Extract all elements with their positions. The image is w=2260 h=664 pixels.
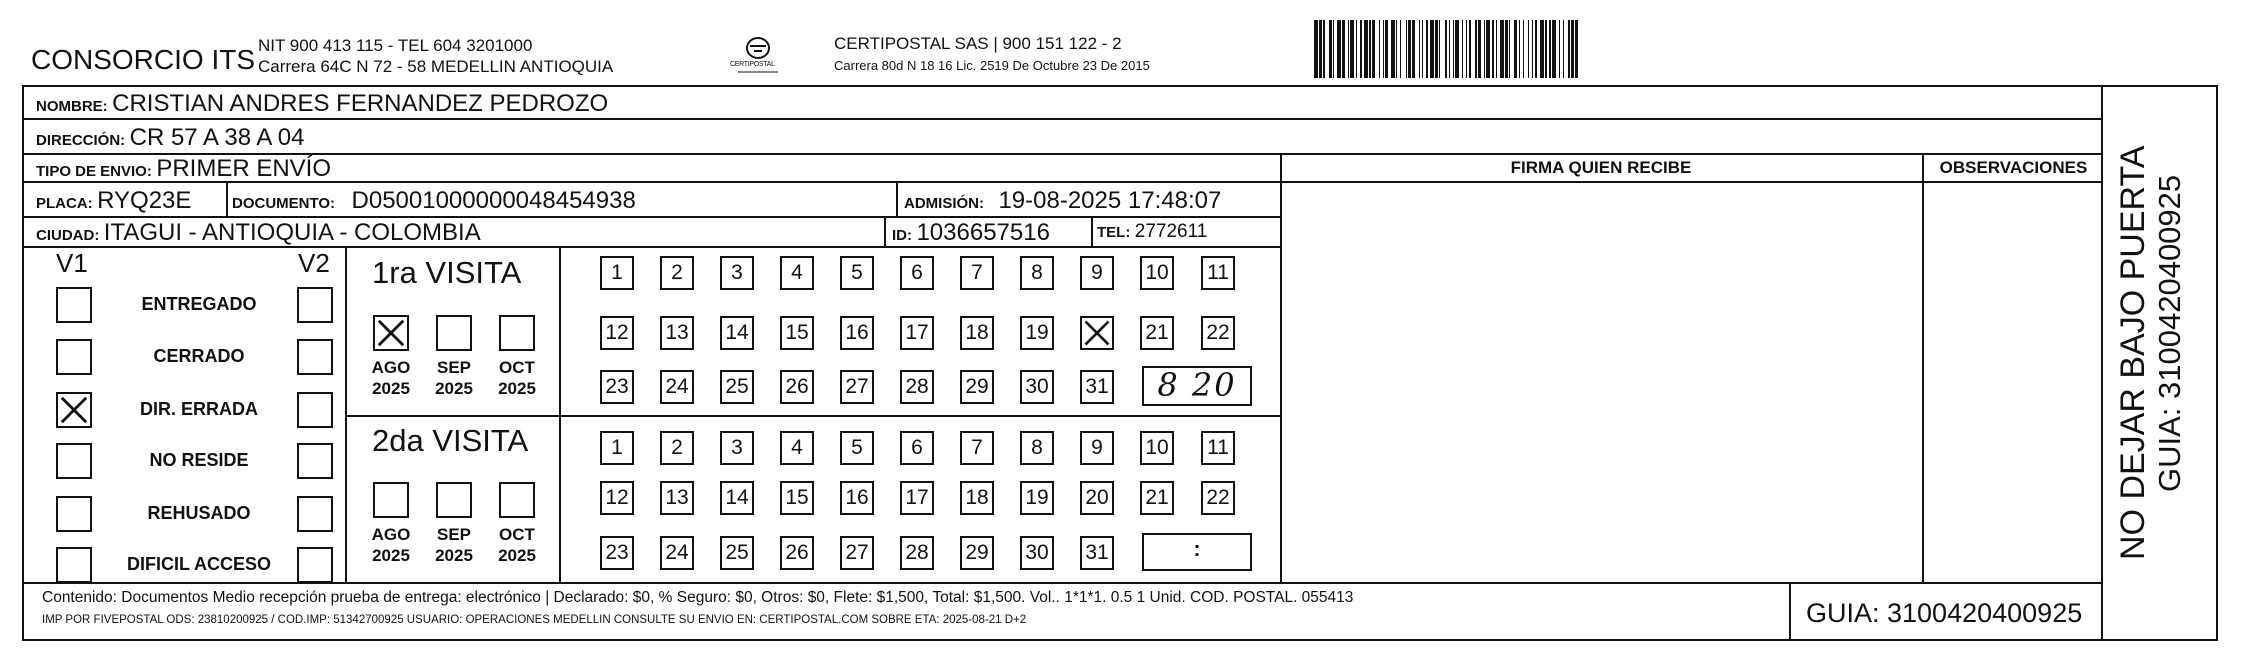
day-box[interactable]: 27 bbox=[840, 370, 874, 404]
day-box[interactable]: 30 bbox=[1020, 536, 1054, 570]
day-box[interactable]: 29 bbox=[960, 370, 994, 404]
day-box[interactable]: 24 bbox=[660, 370, 694, 404]
line-doc-admision bbox=[896, 181, 898, 216]
observaciones-area bbox=[1926, 185, 2101, 580]
day-box[interactable]: 23 bbox=[600, 536, 634, 570]
day-box[interactable]: 26 bbox=[780, 370, 814, 404]
month-checkbox[interactable] bbox=[373, 482, 409, 518]
documento-field bbox=[232, 187, 636, 215]
day-box[interactable]: 1 bbox=[600, 256, 634, 290]
day-box[interactable]: 27 bbox=[840, 536, 874, 570]
day-box[interactable]: 31 bbox=[1080, 536, 1114, 570]
line-sig-header-bottom bbox=[1280, 181, 2103, 183]
day-box[interactable]: 8 bbox=[1020, 256, 1054, 290]
line-placa-doc bbox=[226, 181, 228, 216]
line-id-tel bbox=[1091, 216, 1093, 246]
day-box[interactable]: 24 bbox=[660, 536, 694, 570]
v1-checkbox[interactable] bbox=[56, 547, 92, 583]
v2-checkbox[interactable] bbox=[297, 496, 333, 532]
nombre-field bbox=[36, 90, 608, 118]
day-box[interactable]: 12 bbox=[600, 316, 634, 350]
id-label: ID: bbox=[892, 227, 912, 244]
day-box[interactable]: 14 bbox=[720, 481, 754, 515]
month-label: OCT 2025 bbox=[498, 358, 536, 398]
day-box[interactable]: 3 bbox=[720, 431, 754, 465]
day-box[interactable]: 10 bbox=[1140, 431, 1174, 465]
month-label: OCT 2025 bbox=[498, 525, 536, 565]
condition-label: DIR. ERRADA bbox=[139, 399, 258, 419]
certipostal-nit: CERTIPOSTAL SAS | 900 151 122 - 2 bbox=[834, 34, 1122, 53]
v2-label: V2 bbox=[298, 248, 330, 278]
id-field bbox=[892, 219, 1050, 247]
condition-label: DIFICIL ACCESO bbox=[126, 554, 271, 574]
condition-label: CERRADO bbox=[153, 346, 245, 366]
day-box[interactable]: 6 bbox=[900, 256, 934, 290]
v2-checkbox[interactable] bbox=[297, 339, 333, 375]
line-visit-days bbox=[559, 246, 561, 582]
placa-field bbox=[36, 187, 191, 215]
day-box[interactable]: 2 bbox=[660, 256, 694, 290]
day-box[interactable]: 17 bbox=[900, 316, 934, 350]
nombre-value: CRISTIAN ANDRES FERNANDEZ PEDROZO bbox=[112, 90, 609, 117]
day-box[interactable]: 20 bbox=[1080, 481, 1114, 515]
tel-field bbox=[1097, 221, 1207, 243]
placa-label: PLACA: bbox=[36, 195, 93, 212]
v2-checkbox[interactable] bbox=[297, 547, 333, 583]
day-box[interactable]: 21 bbox=[1140, 481, 1174, 515]
second-visit-time-box[interactable] bbox=[1142, 533, 1252, 571]
condition-label: REHUSADO bbox=[147, 503, 251, 523]
month-label: SEP 2025 bbox=[435, 525, 473, 565]
day-box[interactable]: 5 bbox=[840, 256, 874, 290]
day-box[interactable]: 1 bbox=[600, 431, 634, 465]
v2-checkbox[interactable] bbox=[297, 443, 333, 479]
company-nit-tel: NIT 900 413 115 - TEL 604 3201000 bbox=[258, 36, 533, 55]
day-box[interactable]: 4 bbox=[780, 256, 814, 290]
day-box[interactable]: 10 bbox=[1140, 256, 1174, 290]
logo-text: CERTIPOSTAL bbox=[730, 61, 775, 68]
signature-area bbox=[1284, 185, 1920, 580]
day-box[interactable]: 11 bbox=[1201, 431, 1235, 465]
company-address: Carrera 64C N 72 - 58 MEDELLIN ANTIOQUIA bbox=[258, 57, 614, 76]
line-visits-split bbox=[345, 415, 1280, 417]
day-box[interactable]: 16 bbox=[840, 481, 874, 515]
day-box[interactable]: 21 bbox=[1140, 316, 1174, 350]
certipostal-address: Carrera 80d N 18 16 Lic. 2519 De Octubre 23 De 2015 bbox=[834, 58, 1150, 73]
month-label: SEP 2025 bbox=[435, 358, 473, 398]
day-box[interactable]: 8 bbox=[1020, 431, 1054, 465]
line-direccion-bottom bbox=[22, 153, 2103, 155]
month-label: AGO 2025 bbox=[371, 358, 411, 398]
day-box[interactable]: 14 bbox=[720, 316, 754, 350]
day-box[interactable]: 22 bbox=[1201, 481, 1235, 515]
day-box[interactable]: 9 bbox=[1080, 431, 1114, 465]
day-box[interactable]: 28 bbox=[900, 370, 934, 404]
line-ciudad-id bbox=[884, 216, 886, 246]
footer-guia: GUIA: 3100420400925 bbox=[1806, 598, 2083, 628]
v1-checkbox[interactable] bbox=[56, 339, 92, 375]
day-box[interactable]: 6 bbox=[900, 431, 934, 465]
nombre-label: NOMBRE: bbox=[36, 98, 108, 115]
day-box[interactable]: 16 bbox=[840, 316, 874, 350]
footer-imp: IMP POR FIVEPOSTAL ODS: 23810200925 / COD.IMP: 51342700925 USUARIO: OPERACIONES MEDELLIN CONSULTE SU ENVIO EN: CERTIPOSTAL.COM SOBRE ETA: 2025-08-21 D+2 bbox=[42, 614, 1027, 626]
first-visit-time-box[interactable] bbox=[1142, 366, 1252, 406]
month-label: AGO 2025 bbox=[371, 525, 411, 565]
v1-checkbox[interactable] bbox=[56, 443, 92, 479]
day-box[interactable]: 29 bbox=[960, 536, 994, 570]
line-cond-visit bbox=[345, 246, 347, 582]
day-box[interactable]: 12 bbox=[600, 481, 634, 515]
barcode bbox=[1314, 20, 1582, 78]
day-box[interactable]: 18 bbox=[960, 481, 994, 515]
direccion-label: DIRECCIÓN: bbox=[36, 132, 126, 149]
day-box[interactable]: 25 bbox=[720, 536, 754, 570]
direccion-value: CR 57 A 38 A 04 bbox=[129, 124, 305, 151]
month-checkbox[interactable] bbox=[436, 315, 472, 351]
line-firma-left bbox=[1280, 153, 1282, 582]
day-box[interactable]: 13 bbox=[660, 316, 694, 350]
second-visit-time: : bbox=[1193, 538, 1201, 561]
ciudad-label: CIUDAD: bbox=[36, 227, 100, 244]
no-dejar-bajo-puerta: NO DEJAR BAJO PUERTA bbox=[2114, 145, 2152, 560]
day-box[interactable]: 7 bbox=[960, 431, 994, 465]
first-visit-title: 1ra VISITA bbox=[372, 255, 522, 290]
line-obs-left bbox=[1922, 153, 1924, 582]
placa-value: RYQ23E bbox=[97, 187, 192, 214]
day-box[interactable]: 4 bbox=[780, 431, 814, 465]
day-box[interactable]: 7 bbox=[960, 256, 994, 290]
second-visit-title: 2da VISITA bbox=[372, 423, 529, 458]
day-box[interactable]: 9 bbox=[1080, 256, 1114, 290]
day-box[interactable]: 17 bbox=[900, 481, 934, 515]
day-box[interactable]: 22 bbox=[1201, 316, 1235, 350]
line-footer-guia bbox=[1789, 582, 1791, 641]
id-value: 1036657516 bbox=[916, 219, 1050, 246]
day-box[interactable]: 5 bbox=[840, 431, 874, 465]
certipostal-logo bbox=[728, 34, 788, 84]
month-checkbox[interactable] bbox=[499, 315, 535, 351]
footer-contenido: Contenido: Documentos Medio recepción prueba de entrega: electrónico | Declarado: $0, % Seguro: $0, Otros: $0, Flete: $1,500, Total: $1,500. Vol.. 1*1*1. 0.5 1 Unid. COD. POSTAL. 055413 bbox=[42, 589, 1354, 606]
condition-label: NO RESIDE bbox=[149, 450, 249, 470]
company-name: CONSORCIO ITS bbox=[31, 44, 256, 75]
tel-value: 2772611 bbox=[1134, 221, 1208, 242]
day-box[interactable]: 3 bbox=[720, 256, 754, 290]
first-visit-time: 8 20 bbox=[1157, 366, 1237, 404]
certipostal-logo-icon bbox=[728, 34, 788, 84]
month-checkbox[interactable] bbox=[436, 482, 472, 518]
v1-checkbox[interactable] bbox=[56, 287, 92, 323]
month-checkbox[interactable] bbox=[373, 315, 409, 351]
day-box[interactable]: 2 bbox=[660, 431, 694, 465]
day-box[interactable]: 23 bbox=[600, 370, 634, 404]
line-nombre-bottom bbox=[22, 118, 2103, 120]
admision-value: 19-08-2025 17:48:07 bbox=[998, 187, 1222, 214]
day-box[interactable]: 13 bbox=[660, 481, 694, 515]
guia-vertical: GUIA: 3100420400925 bbox=[2152, 174, 2187, 492]
ciudad-value: ITAGUI - ANTIOQUIA - COLOMBIA bbox=[103, 219, 481, 246]
documento-value: D05001000000048454938 bbox=[351, 187, 636, 214]
day-box[interactable]: 11 bbox=[1201, 256, 1235, 290]
day-box[interactable]: 30 bbox=[1020, 370, 1054, 404]
day-box[interactable]: 19 bbox=[1020, 481, 1054, 515]
day-box[interactable]: 15 bbox=[780, 316, 814, 350]
tipo-value: PRIMER ENVÍO bbox=[156, 155, 332, 182]
day-box[interactable]: 19 bbox=[1020, 316, 1054, 350]
admision-field bbox=[904, 187, 1221, 215]
tel-label: TEL: bbox=[1097, 224, 1131, 241]
ciudad-field bbox=[36, 219, 481, 247]
v1-label: V1 bbox=[56, 248, 88, 278]
day-box[interactable] bbox=[1080, 316, 1114, 350]
firma-label: FIRMA QUIEN RECIBE bbox=[1510, 158, 1692, 177]
v2-checkbox[interactable] bbox=[297, 287, 333, 323]
direccion-field bbox=[36, 124, 304, 152]
documento-label: DOCUMENTO: bbox=[232, 195, 336, 212]
v1-checkbox[interactable] bbox=[56, 392, 92, 428]
tipo-label: TIPO DE ENVIO: bbox=[36, 163, 152, 180]
v2-checkbox[interactable] bbox=[297, 392, 333, 428]
admision-label: ADMISIÓN: bbox=[904, 195, 984, 212]
day-box[interactable]: 18 bbox=[960, 316, 994, 350]
day-box[interactable]: 25 bbox=[720, 370, 754, 404]
day-box[interactable]: 26 bbox=[780, 536, 814, 570]
tipo-field bbox=[36, 155, 331, 183]
day-box[interactable]: 31 bbox=[1080, 370, 1114, 404]
condition-label: ENTREGADO bbox=[141, 294, 257, 314]
day-box[interactable]: 15 bbox=[780, 481, 814, 515]
month-checkbox[interactable] bbox=[499, 482, 535, 518]
day-box[interactable]: 28 bbox=[900, 536, 934, 570]
v1-checkbox[interactable] bbox=[56, 496, 92, 532]
observaciones-label: OBSERVACIONES bbox=[1939, 158, 2088, 177]
